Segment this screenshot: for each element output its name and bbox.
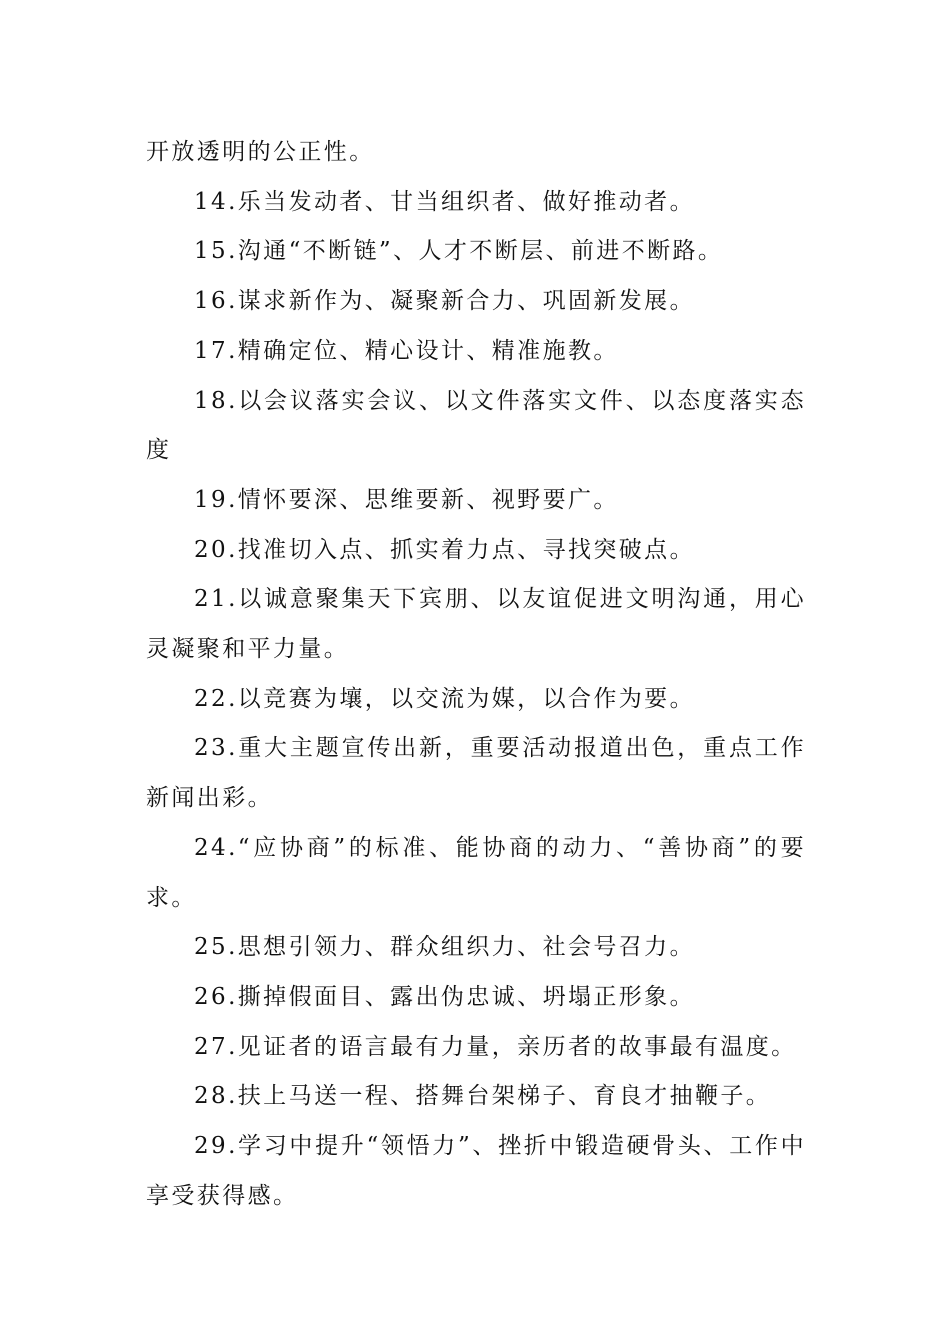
list-item-23: 23.重大主题宣传出新，重要活动报道出色，重点工作新闻出彩。 <box>146 735 806 812</box>
list-item-29: 29.学习中提升“领悟力”、挫折中锻造硬骨头、工作中享受获得感。 <box>146 1133 806 1209</box>
list-item-21: 21.以诚意聚集天下宾朋、以友谊促进文明沟通，用心灵凝聚和平力量。 <box>146 586 806 663</box>
list-item-14: 14.乐当发动者、甘当组织者、做好推动者。 <box>194 188 695 215</box>
list-item-20: 20.找准切入点、抓实着力点、寻找突破点。 <box>194 536 695 563</box>
list-item-27: 27.见证者的语言最有力量，亲历者的故事最有温度。 <box>194 1033 797 1060</box>
list-item-16: 16.谋求新作为、凝聚新合力、巩固新发展。 <box>194 288 695 315</box>
list-item-19: 19.情怀要深、思维要新、视野要广。 <box>194 486 619 513</box>
list-item-15: 15.沟通“不断链”、人才不断层、前进不断路。 <box>194 238 724 265</box>
list-item-25: 25.思想引领力、群众组织力、社会号召力。 <box>194 934 695 961</box>
list-item-17: 17.精确定位、精心设计、精准施教。 <box>194 337 619 364</box>
list-item-22: 22.以竞赛为壤，以交流为媒，以合作为要。 <box>194 685 695 712</box>
list-item-24: 24.“应协商”的标准、能协商的动力、“善协商”的要求。 <box>146 834 806 911</box>
list-item-26: 26.撕掉假面目、露出伪忠诚、坍塌正形象。 <box>194 983 695 1010</box>
list-item-18: 18.以会议落实会议、以文件落实文件、以态度落实态度 <box>146 387 806 464</box>
document-body <box>146 128 806 1221</box>
paragraph-continuation: 开放透明的公正性。 <box>146 139 375 165</box>
list-item-28: 28.扶上马送一程、搭舞台架梯子、育良才抽鞭子。 <box>194 1083 772 1110</box>
